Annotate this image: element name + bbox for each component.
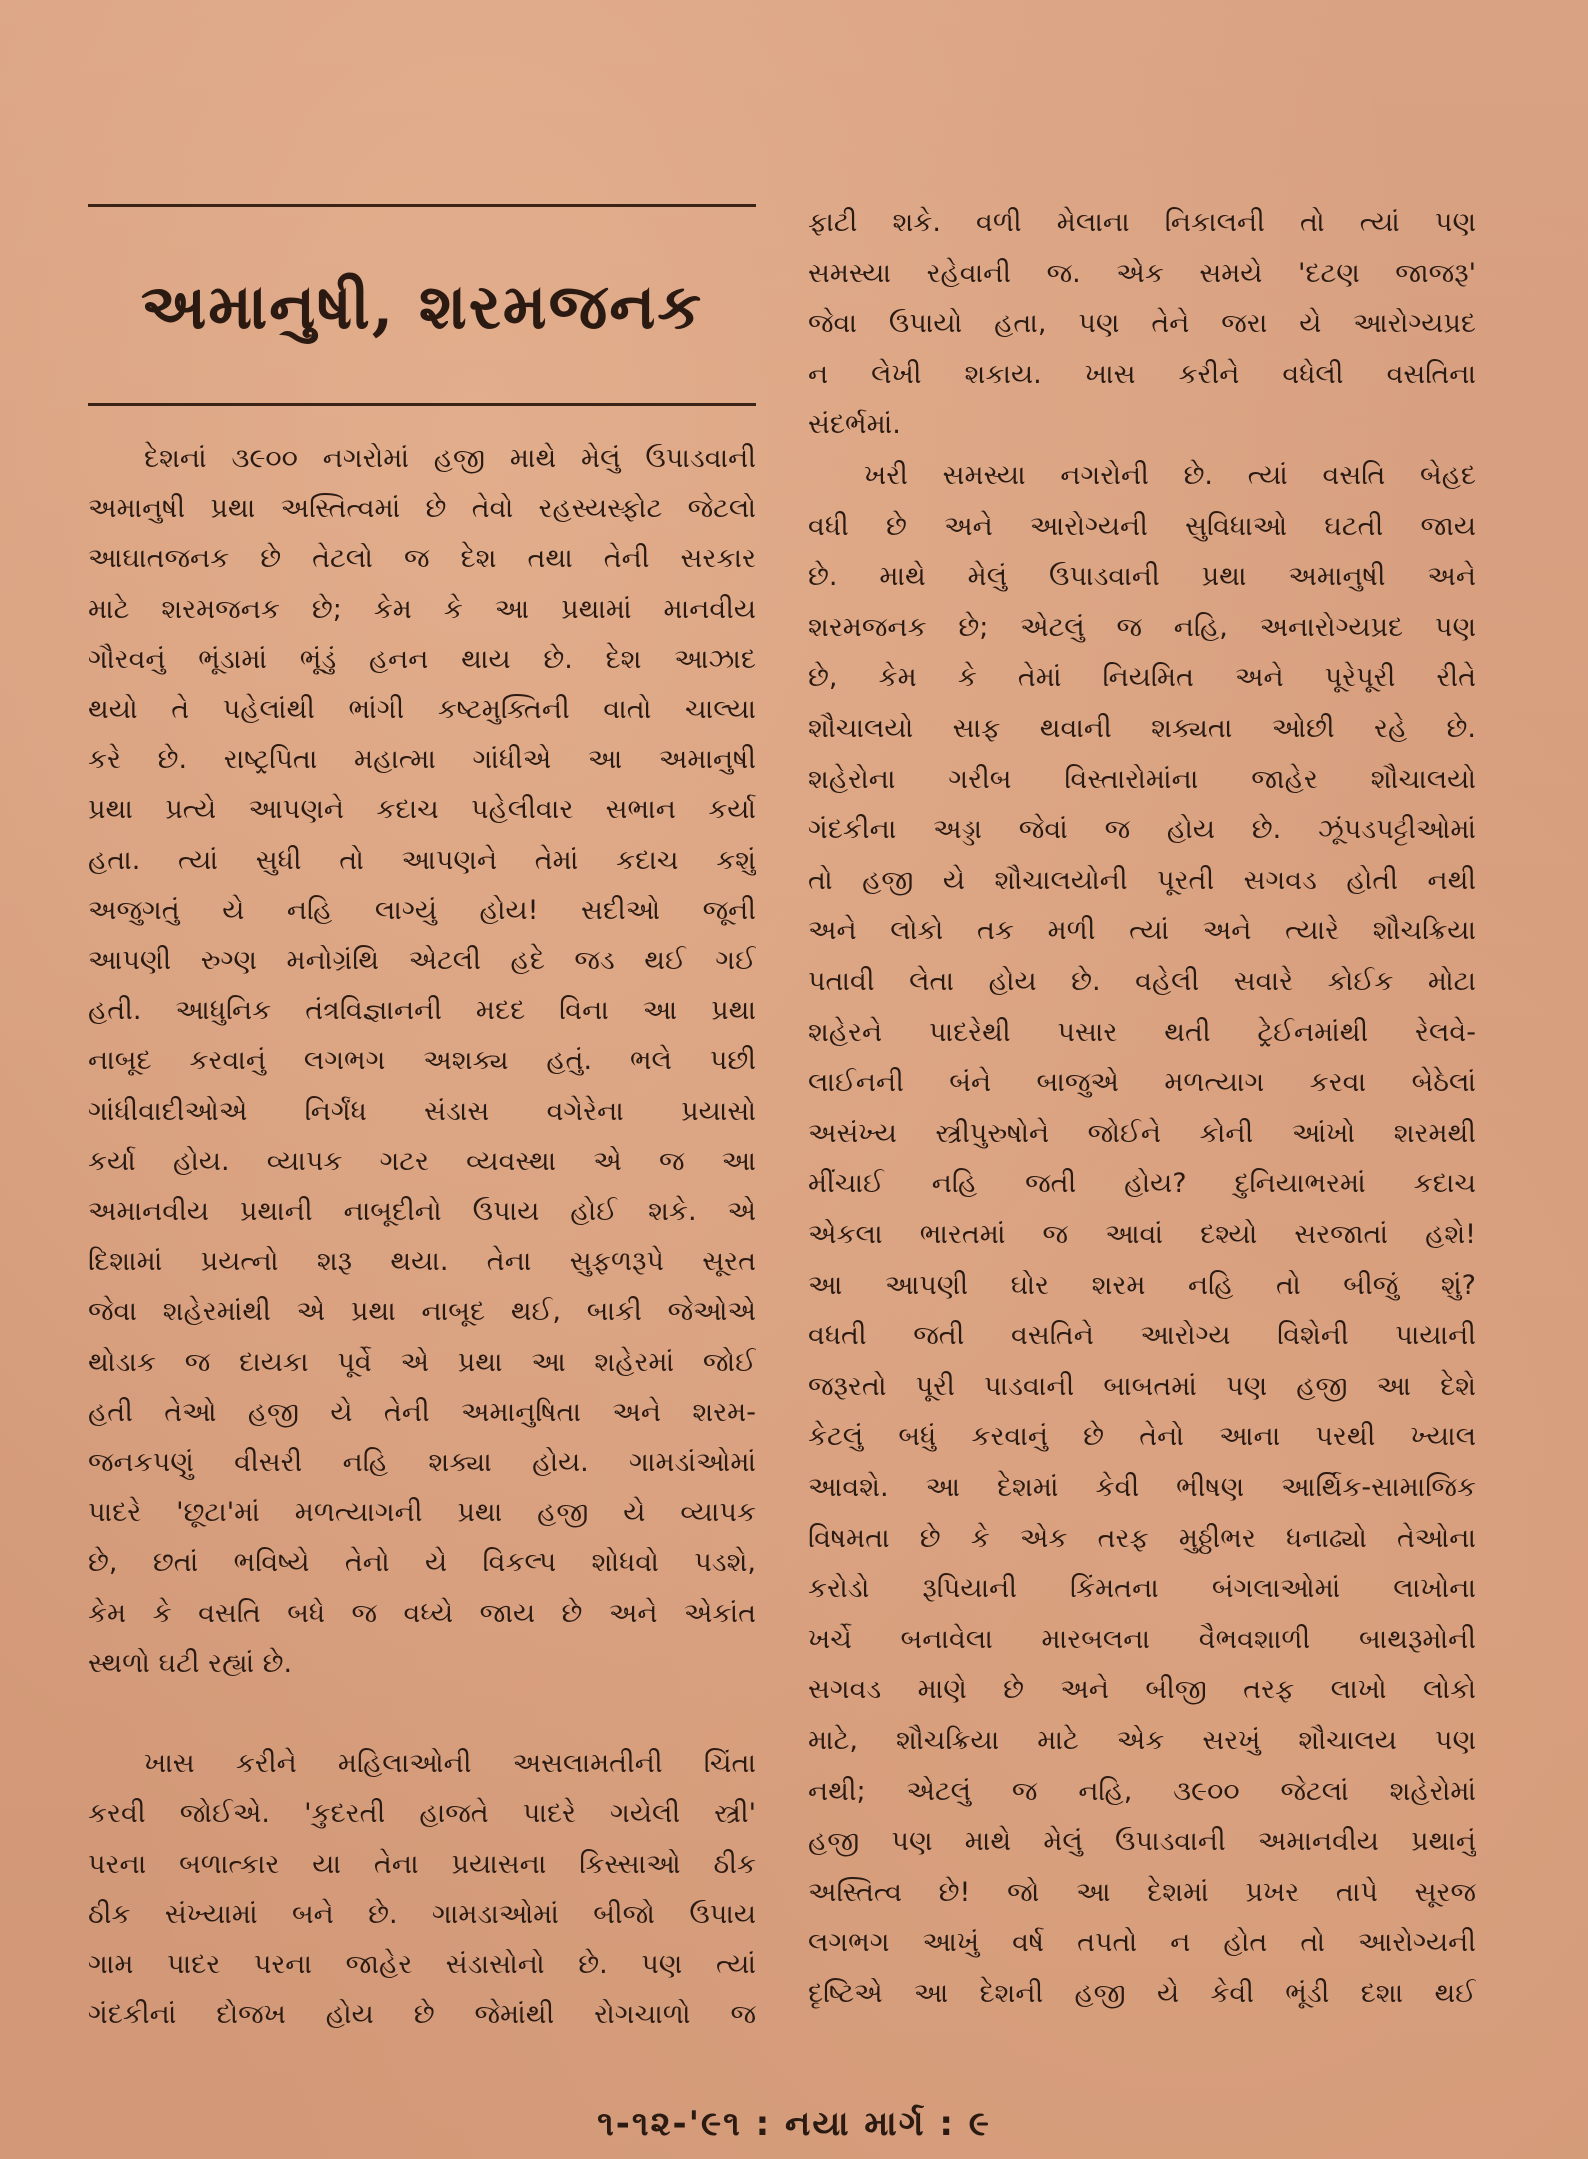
page-footer: ૧-૧૨-'૯૧ : નયા માર્ગ : ૯ [597,2104,991,2144]
text-line: આપણી રુગ્ણ મનોગ્રંથિ એટલી હદે જડ થઈ ગઈ [88,945,756,976]
text-line: સ્થળો ઘટી રહ્યાં છે. [88,1647,293,1679]
text-line: સમસ્યા રહેવાની જ. એક સમયે 'દટણ જાજરૂ' [808,257,1476,289]
text-line: શહેરને પાદરેથી પસાર થતી ટ્રેઈનમાંથી રેલવે- [808,1016,1476,1048]
text-line: લગભગ આખું વર્ષ તપતો ન હોત તો આરોગ્યની [808,1927,1476,1959]
text-line: ગંદકીના અડ્ડા જેવાં જ હોય છે. ઝૂંપડપટ્ટીઓમાં [808,814,1476,846]
text-line: હજી પણ માથે મેલું ઉપાડવાની અમાનવીય પ્રથાનું [808,1826,1476,1858]
text-line: માટે શરમજનક છે; કેમ કે આ પ્રથામાં માનવીય [88,593,756,625]
text-line: કરે છે. રાષ્ટ્રપિતા મહાત્મા ગાંધીએ આ અમાનુષી [88,744,756,776]
text-line: પતાવી લેતા હોય છે. વહેલી સવારે કોઈક મોટા [808,966,1476,997]
text-line: સગવડ માણે છે અને બીજી તરફ લાખો લોકો [808,1674,1476,1706]
text-line: હતા. ત્યાં સુધી તો આપણને તેમાં કદાચ કશું [88,844,756,876]
text-line: જનકપણું વીસરી નહિ શક્યા હોય. ગામડાંઓમાં [88,1447,756,1478]
text-line: કેટલું બધું કરવાનું છે તેનો આના પરથી ખ્યાલ [808,1421,1476,1453]
text-line: ન લેખી શકાય. ખાસ કરીને વધેલી વસતિના [808,358,1476,390]
text-line: નાબૂદ કરવાનું લગભગ અશક્ય હતું. ભલે પછી [88,1045,756,1077]
text-line: કરોડો રૂપિયાની કિંમતના બંગલાઓમાં લાખોના [808,1573,1476,1605]
text-line: અમાનુષી પ્રથા અસ્તિત્વમાં છે તેવો રહસ્યસ્ફોટ જેટલો [88,493,756,525]
text-line: અજુગતું યે નહિ લાગ્યું હોય! સદીઓ જૂની [88,894,756,926]
text-line: છે, છતાં ભવિષ્યે તેનો યે વિકલ્પ શોધવો પડશે, [88,1547,756,1579]
text-line: ગૌરવનું ભૂંડામાં ભૂંડું હનન થાય છે. દેશ આઝાદ [88,643,756,675]
text-line: જેવા શહેરમાંથી એ પ્રથા નાબૂદ થઈ, બાકી જેઓએ [88,1296,756,1328]
text-line: શહેરોના ગરીબ વિસ્તારોમાંના જાહેર શૌચાલયો [808,763,1476,795]
text-line: હતી. આધુનિક તંત્રવિજ્ઞાનની મદદ વિના આ પ્રથા [88,995,756,1027]
text-line: દૃષ્ટિએ આ દેશની હજી યે કેવી ભૂંડી દશા થઈ [808,1978,1476,2009]
text-line: સંદર્ભમાં. [808,409,901,441]
text-line: ઠીક સંખ્યામાં બને છે. ગામડાઓમાં બીજો ઉપાય [88,1898,756,1930]
text-line: ખરી સમસ્યા નગરોની છે. ત્યાં વસતિ બેહદ [864,460,1476,491]
text-line: વિષમતા છે કે એક તરફ મુઠ્ઠીભર ધનાઢ્યો તેઓના [808,1522,1476,1554]
text-line: આઘાતજનક છે તેટલો જ દેશ તથા તેની સરકાર [88,543,756,575]
text-line: ફાટી શકે. વળી મેલાના નિકાલની તો ત્યાં પણ [808,207,1476,238]
text-line: દેશનાં ૩૯૦૦ નગરોમાં હજી માથે મેલું ઉપાડવાની [144,443,756,474]
text-line: શૌચાલયો સાફ થવાની શક્યતા ઓછી રહે છે. [808,713,1476,744]
text-line: અસંખ્ય સ્ત્રીપુરુષોને જોઈને કોની આંખો શરમથી [808,1117,1476,1149]
text-line: હતી તેઓ હજી યે તેની અમાનુષિતા અને શરમ- [88,1396,756,1428]
text-line: અમાનવીય પ્રથાની નાબૂદીનો ઉપાય હોઈ શકે. એ [88,1196,756,1227]
headline-bottom-rule [88,403,756,406]
text-line: જરૂરતો પૂરી પાડવાની બાબતમાં પણ હજી આ દેશે [808,1370,1476,1402]
text-line: ગાંધીવાદીઓએ નિર્ગંધ સંડાસ વગેરેના પ્રયાસો [88,1095,756,1127]
text-line: એકલા ભારતમાં જ આવાં દશ્યો સરજાતાં હશે! [808,1219,1476,1250]
text-line: ગામ પાદર પરના જાહેર સંડાસોનો છે. પણ ત્યાં [88,1949,756,1980]
text-line: કર્યા હોય. વ્યાપક ગટર વ્યવસ્થા એ જ આ [88,1145,756,1177]
headline-top-rule [88,204,756,207]
text-line: ખાસ કરીને મહિલાઓની અસલામતીની ચિંતા [144,1748,756,1780]
text-line: માટે, શૌચક્રિયા માટે એક સરખું શૌચાલય પણ [808,1725,1476,1756]
text-line: આ આપણી ઘોર શરમ નહિ તો બીજું શું? [808,1269,1476,1301]
text-line: શરમજનક છે; એટલું જ નહિ, અનારોગ્યપ્રદ પણ [808,611,1476,643]
text-line: થયો તે પહેલાંથી ભાંગી કષ્ટમુક્તિની વાતો ચાલ્યા [88,694,756,725]
text-line: નથી; એટલું જ નહિ, ૩૯૦૦ જેટલાં શહેરોમાં [808,1775,1476,1807]
text-line: ગંદકીનાં દોજખ હોય છે જેમાંથી રોગચાળો જ [88,1999,756,2031]
text-line: અને લોકો તક મળી ત્યાં અને ત્યારે શૌચક્રિયા [808,915,1476,947]
text-line: વધતી જતી વસતિને આરોગ્ય વિશેની પાયાની [808,1320,1476,1352]
article-headline: અમાનુષી, શરમજનક [140,270,704,343]
text-line [88,1689,756,1739]
text-line: દિશામાં પ્રયત્નો શરૂ થયા. તેના સુફળરૂપે સૂરત [88,1246,756,1278]
text-line: અસ્તિત્વ છે! જો આ દેશમાં પ્રખર તાપે સૂરજ [808,1876,1476,1908]
text-line: પરના બળાત્કાર યા તેના પ્રયાસના કિસ્સાઓ ઠીક [88,1848,756,1880]
text-line: તો હજી યે શૌચાલયોની પૂરતી સગવડ હોતી નથી [808,864,1476,896]
text-line: છે. માથે મેલું ઉપાડવાની પ્રથા અમાનુષી અને [808,561,1476,593]
text-line: પાદરે 'છૂટા'માં મળત્યાગની પ્રથા હજી યે વ્યાપક [88,1497,756,1529]
text-line: ખર્ચે બનાવેલા મારબલના વૈભવશાળી બાથરૂમોની [808,1623,1476,1655]
text-line: જેવા ઉપાયો હતા, પણ તેને જરા યે આરોગ્યપ્રદ [808,308,1476,340]
text-line: છે, કેમ કે તેમાં નિયમિત અને પૂરેપૂરી રીતે [808,662,1476,694]
text-line: આવશે. આ દેશમાં કેવી ભીષણ આર્થિક-સામાજિક [808,1472,1476,1503]
text-line: પ્રથા પ્રત્યે આપણને કદાચ પહેલીવાર સભાન કર્યા [88,794,756,826]
text-line: કરવી જોઈએ. 'કુદરતી હાજતે પાદરે ગયેલી સ્ત્રી' [88,1798,756,1830]
text-line: વધી છે અને આરોગ્યની સુવિધાઓ ઘટતી જાય [808,510,1476,542]
text-line: કેમ કે વસતિ બધે જ વધ્યે જાય છે અને એકાંત [88,1597,756,1629]
text-line: લાઈનની બંને બાજુએ મળત્યાગ કરવા બેઠેલાં [808,1067,1476,1099]
text-line: મીંચાઈ નહિ જતી હોય? દુનિયાભરમાં કદાચ [808,1168,1476,1200]
text-line: થોડાક જ દાયકા પૂર્વે એ પ્રથા આ શહેરમાં જોઈ [88,1346,756,1378]
